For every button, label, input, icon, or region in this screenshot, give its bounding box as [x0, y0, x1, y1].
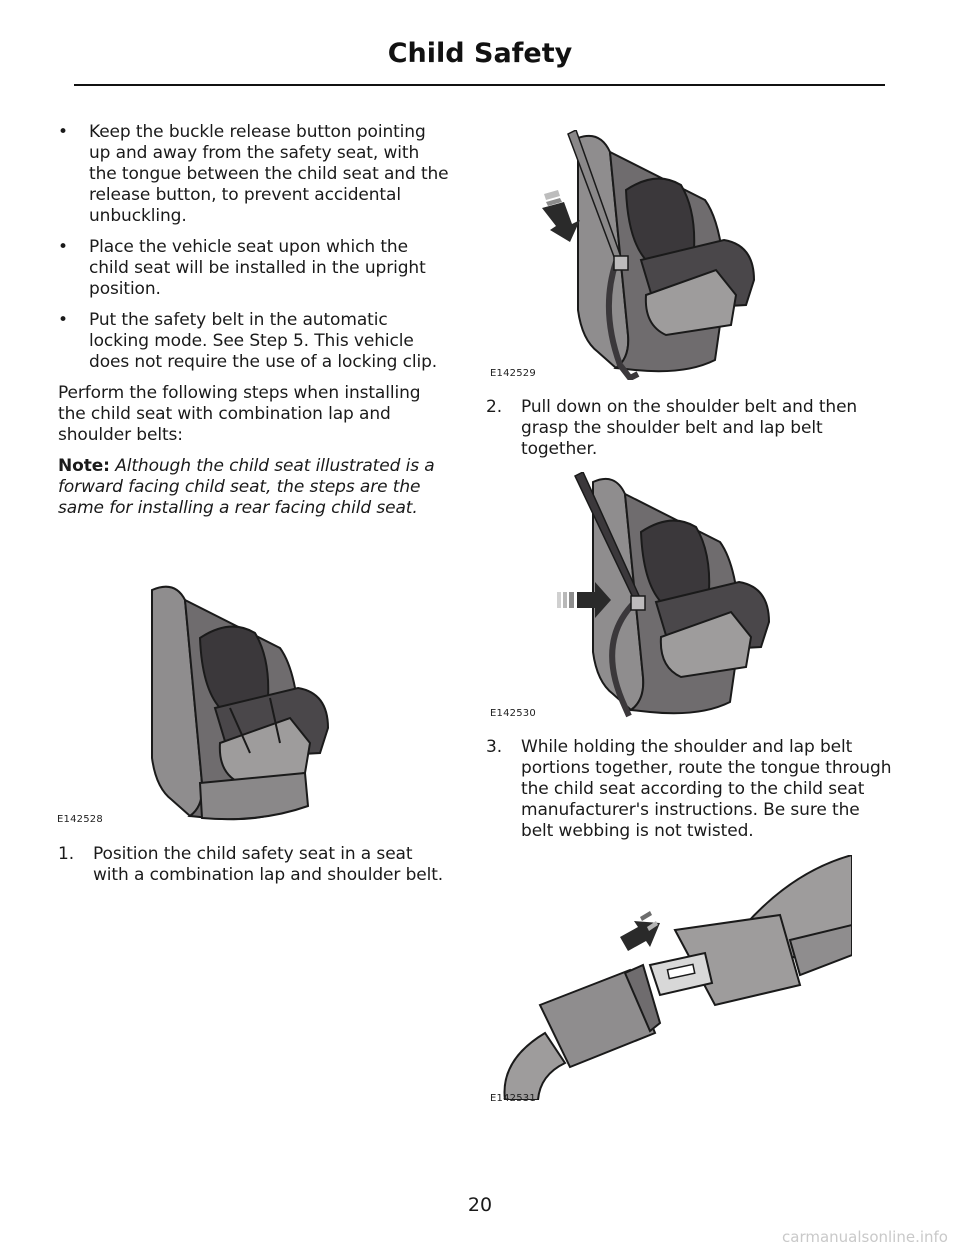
bullet-item	[58, 310, 450, 373]
page-title: Child Safety	[387, 38, 573, 69]
step-number: 1.	[58, 844, 75, 864]
intro-paragraph: Perform the following steps when installing the child seat with combination lap and shoulder belts:	[58, 383, 421, 445]
figure-grasp-belts	[490, 472, 785, 722]
bullet-text: Keep the buckle release button pointing up and away from the safety seat, with the tongue between the child seat and the release button, to prevent accidental unbuckling.	[89, 122, 449, 226]
note-text: Although the child seat illustrated is a forward facing child seat, the steps are the same for installing a rear facing child seat.	[58, 456, 435, 518]
grasp-belts-illustration	[555, 472, 785, 722]
bullet-item	[58, 237, 450, 300]
step-item	[486, 397, 896, 460]
figure-pull-shoulder-belt	[490, 130, 770, 380]
figure-id: E142529	[490, 368, 536, 379]
figure-id: E142530	[490, 708, 536, 719]
note-label: Note:	[58, 456, 110, 476]
header-divider	[74, 84, 885, 86]
step-item	[58, 844, 450, 886]
step-text: Position the child safety seat in a seat with a combination lap and shoulder belt.	[93, 844, 444, 885]
bullet-text: Place the vehicle seat upon which the child seat will be installed in the upright position.	[89, 237, 426, 299]
figure-child-seat	[57, 578, 340, 828]
bullet-item	[58, 122, 450, 227]
belt-buckle-illustration	[500, 855, 852, 1100]
figure-id: E142528	[57, 814, 103, 825]
figure-route-tongue	[490, 855, 852, 1104]
shoulder-belt-illustration	[540, 130, 770, 380]
site-watermark[interactable]: carmanualsonline.info	[782, 1228, 948, 1246]
step-number: 3.	[486, 737, 503, 757]
bullet-text: Put the safety belt in the automatic locking mode. See Step 5. This vehicle does not require the use of a locking clip.	[89, 310, 438, 372]
page-number: 20	[467, 1194, 493, 1216]
step-text: While holding the shoulder and lap belt portions together, route the tongue through the child seat according to the child seat manufacturer's instructions. Be sure the belt webbing is not twisted.	[521, 737, 892, 841]
bullet-mark: •	[58, 310, 68, 330]
child-seat-illustration	[130, 578, 340, 828]
step-number: 2.	[486, 397, 503, 417]
left-column	[58, 122, 450, 529]
note-paragraph	[58, 456, 450, 519]
figure-id: E142531	[490, 1093, 536, 1104]
step-text: Pull down on the shoulder belt and then grasp the shoulder belt and lap belt together.	[521, 397, 858, 459]
bullet-mark: •	[58, 122, 68, 142]
bullet-mark: •	[58, 237, 68, 257]
step-item	[486, 737, 896, 842]
